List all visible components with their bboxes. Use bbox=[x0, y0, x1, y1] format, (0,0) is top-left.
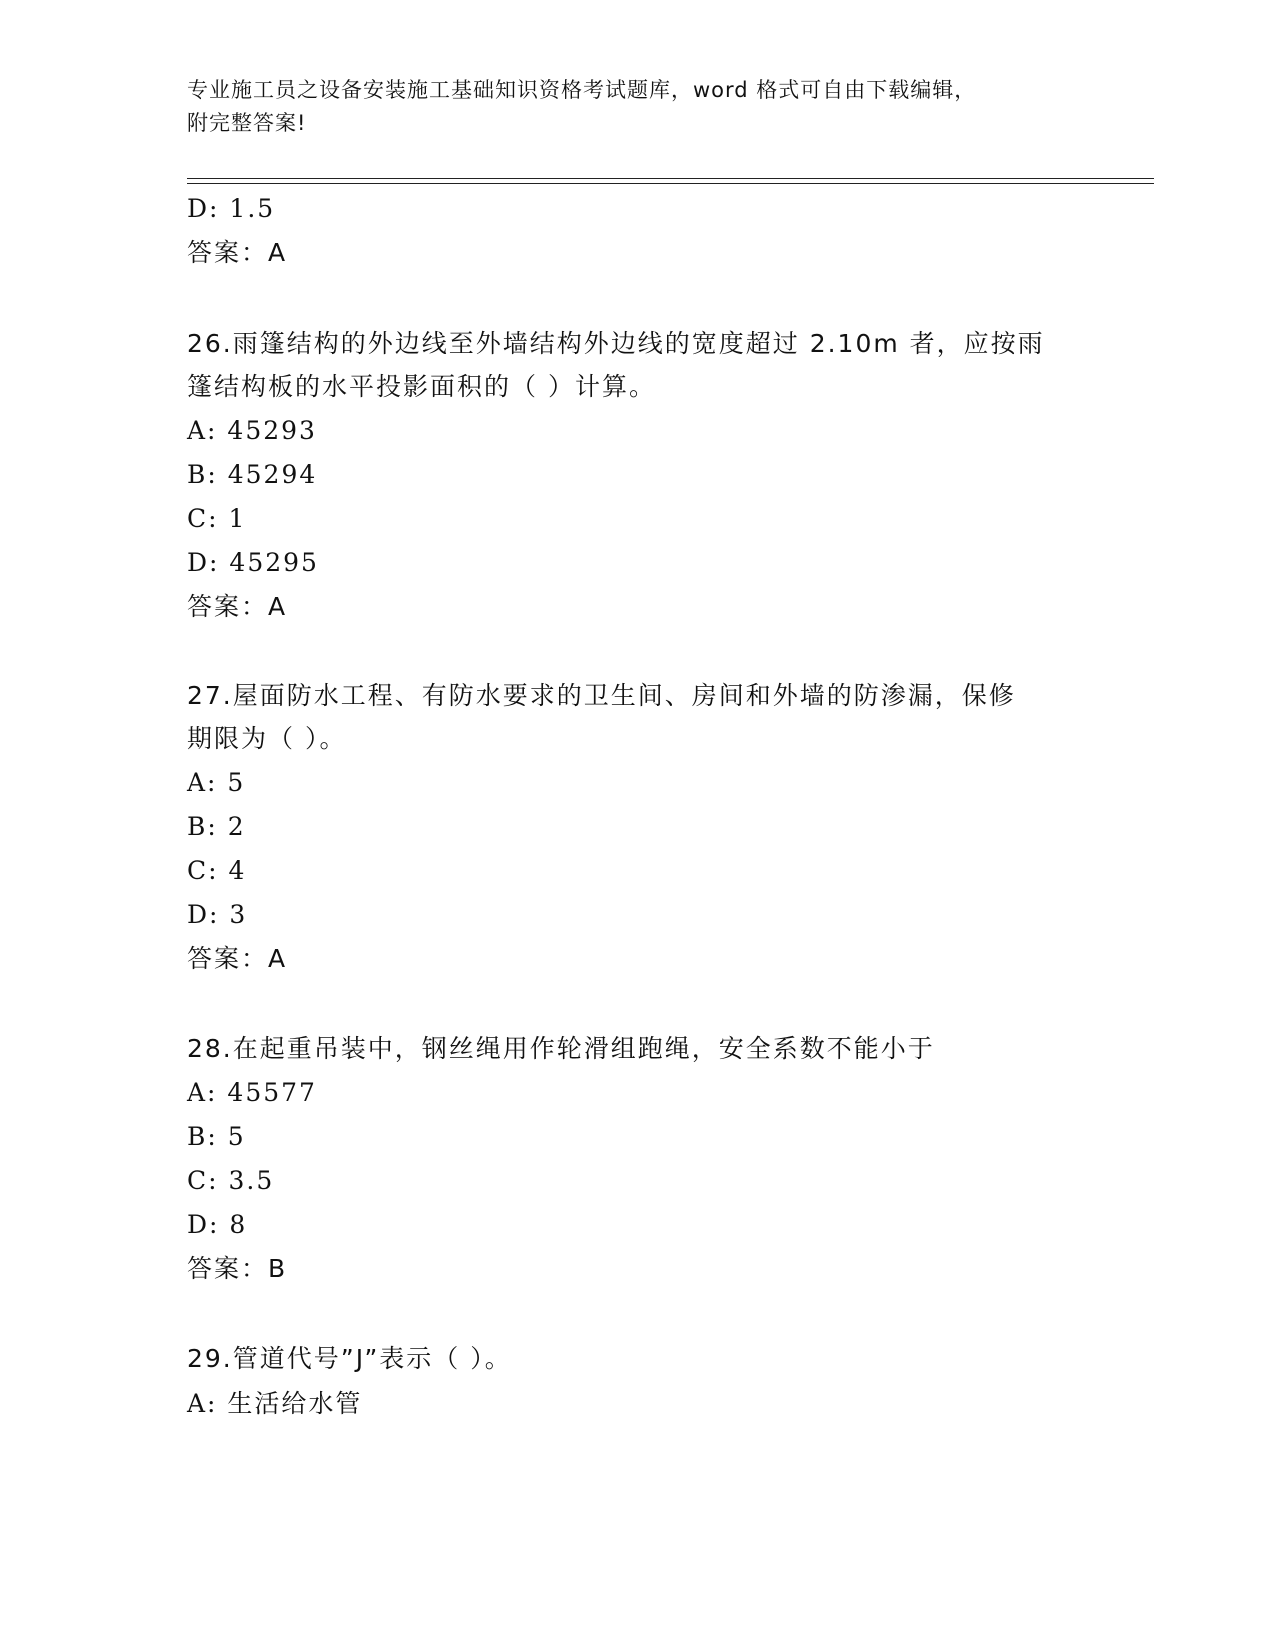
prev-option-d: D: 1.5 bbox=[187, 194, 276, 223]
question-27-option-a: A: 5 bbox=[187, 768, 246, 797]
header-line-1: 专业施工员之设备安装施工基础知识资格考试题库，word 格式可自由下载编辑， bbox=[187, 78, 977, 102]
question-29-option-a: A: 生活给水管 bbox=[187, 1389, 363, 1418]
question-26-stem-line-2: 篷结构板的水平投影面积的（ ）计算。 bbox=[187, 372, 656, 401]
question-27-stem-line-2: 期限为（ ）。 bbox=[187, 724, 347, 753]
question-28-option-a: A: 45577 bbox=[187, 1078, 317, 1107]
question-26-option-d: D: 45295 bbox=[187, 548, 319, 577]
question-26-option-c: C: 1 bbox=[187, 504, 247, 533]
question-27-answer: 答案：A bbox=[187, 944, 288, 973]
question-28-option-b: B: 5 bbox=[187, 1122, 246, 1151]
question-26-stem-line-1: 26.雨篷结构的外边线至外墙结构外边线的宽度超过 2.10m 者，应按雨 bbox=[187, 329, 1045, 358]
question-29-stem-line-1: 29.管道代号”J”表示（ ）。 bbox=[187, 1344, 512, 1373]
question-28-stem-line-1: 28.在起重吊装中，钢丝绳用作轮滑组跑绳，安全系数不能小于 bbox=[187, 1034, 935, 1063]
question-26-answer: 答案：A bbox=[187, 592, 288, 621]
question-27-option-c: C: 4 bbox=[187, 856, 247, 885]
prev-answer: 答案：A bbox=[187, 238, 288, 267]
question-28-answer: 答案：B bbox=[187, 1254, 288, 1283]
question-27-option-b: B: 2 bbox=[187, 812, 246, 841]
header-rule-bottom bbox=[187, 183, 1154, 184]
header-line-2: 附完整答案! bbox=[187, 111, 307, 135]
question-27-stem-line-1: 27.屋面防水工程、有防水要求的卫生间、房间和外墙的防渗漏，保修 bbox=[187, 681, 1016, 710]
question-26-option-a: A: 45293 bbox=[187, 416, 317, 445]
question-27-option-d: D: 3 bbox=[187, 900, 248, 929]
document-header bbox=[187, 74, 1087, 140]
question-26-option-b: B: 45294 bbox=[187, 460, 318, 489]
question-28-option-c: C: 3.5 bbox=[187, 1166, 275, 1195]
question-28-option-d: D: 8 bbox=[187, 1210, 248, 1239]
header-rule-top bbox=[187, 178, 1154, 179]
